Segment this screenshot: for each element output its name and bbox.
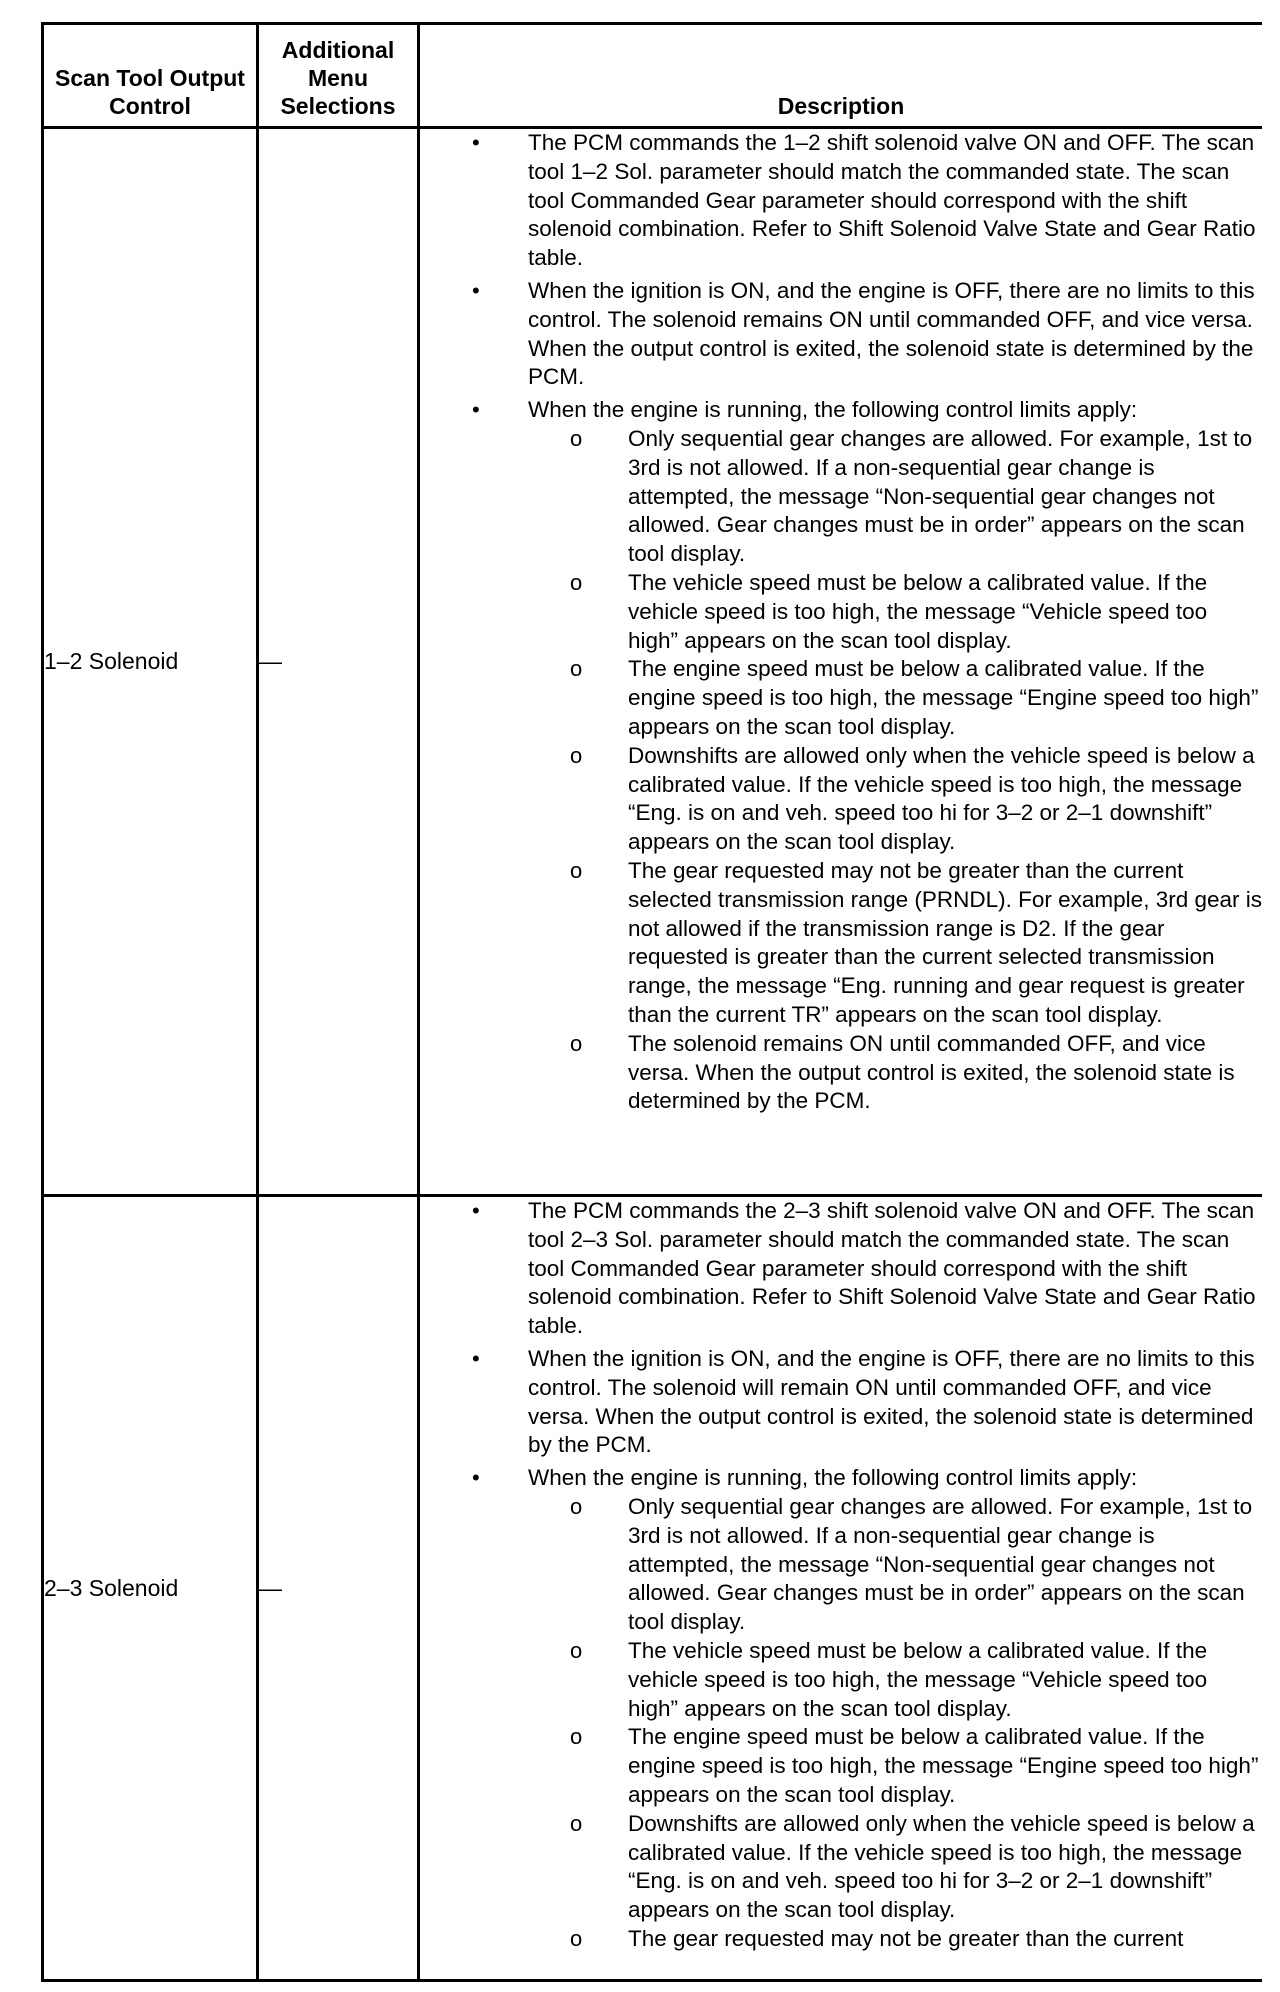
bullet-marker: • [472, 130, 480, 155]
sub-text: Downshifts are allowed only when the vehicle speed is below a calibrated value. If the vehicle speed is too high, the message “Eng. is on and veh. speed too hi for 3–2 or 2–1 downshift” appears on the scan tool display. [628, 742, 1255, 855]
table-row [43, 1196, 1263, 1981]
table-row [43, 128, 1263, 1196]
sub-marker: o [570, 857, 583, 883]
sub-item [420, 1925, 1262, 1954]
sub-text: Only sequential gear changes are allowed. For example, 1st to 3rd is not allowed. If a non-sequential gear change is attempted, the message “Non-sequential gear changes not allowed. Gear changes must be in order” appears on the scan tool display. [628, 1493, 1253, 1635]
sub-item [420, 1493, 1262, 1637]
sub-marker: o [570, 1637, 583, 1663]
table-wrapper [41, 22, 1262, 1983]
sub-text: Only sequential gear changes are allowed. For example, 1st to 3rd is not allowed. If a non-sequential gear change is attempted, the message “Non-sequential gear changes not allowed. Gear changes must be in order” appears on the scan tool display. [628, 425, 1253, 567]
bullet-marker: • [472, 397, 480, 423]
sub-marker: o [570, 569, 583, 595]
menu-selection: — [258, 1196, 419, 1981]
bullet-marker: • [472, 277, 480, 303]
sub-item [420, 1810, 1262, 1925]
sub-text: The engine speed must be below a calibrated value. If the engine speed is too high, the message “Engine speed too high” appears on the scan tool display. [628, 1724, 1259, 1807]
bullet-text: When the engine is running, the following control limits apply: [528, 1465, 1138, 1491]
sub-text: The gear requested may not be greater than the current selected transmission range (PRNDL). For example, 3rd gear is not allowed if the transmission range is D2. If the gear requested is greater than the current selected transmission range, the message “Eng. running and gear request is greater than the current TR” appears on the scan tool display. [628, 857, 1262, 1027]
sub-text: The vehicle speed must be below a calibrated value. If the vehicle speed is too high, the message “Vehicle speed too high” appears on the scan tool display. [628, 569, 1208, 653]
table-header-row [43, 24, 1263, 128]
sub-text: The vehicle speed must be below a calibrated value. If the vehicle speed is too high, the message “Vehicle speed too high” appears on the scan tool display. [628, 1637, 1208, 1721]
menu-selection: — [258, 128, 419, 1196]
bullet-list [420, 1197, 1262, 1954]
bullet-item [420, 129, 1262, 273]
bullet-marker: • [472, 1198, 480, 1223]
header-description: Description [419, 24, 1263, 128]
bullet-item [420, 1464, 1262, 1954]
bullet-item [420, 1197, 1262, 1341]
sub-marker: o [570, 1724, 583, 1750]
bullet-item [420, 277, 1262, 392]
header-additional-menu-selections: Additional Menu Selections [258, 24, 419, 128]
sub-item [420, 742, 1262, 857]
sub-item [420, 1637, 1262, 1723]
sub-item [420, 1030, 1262, 1116]
bullet-item [420, 396, 1262, 1116]
bullet-marker: • [472, 1465, 480, 1491]
description-cell [419, 1196, 1263, 1981]
sub-marker: o [570, 1810, 583, 1836]
sub-text: The solenoid remains ON until commanded OFF, and vice versa. When the output control is exited, the solenoid state is determined by the PCM. [628, 1030, 1235, 1114]
sub-text: The engine speed must be below a calibrated value. If the engine speed is too high, the message “Engine speed too high” appears on the scan tool display. [628, 656, 1259, 739]
description-cell [419, 128, 1263, 1196]
header-scan-tool-output-control: Scan Tool Output Control [43, 24, 258, 128]
sub-marker: o [570, 742, 583, 768]
sub-marker: o [570, 1493, 583, 1519]
sub-marker: o [570, 425, 583, 451]
sub-item [420, 569, 1262, 655]
bullet-list [420, 129, 1262, 1116]
bullet-text: When the ignition is ON, and the engine is OFF, there are no limits to this control. The solenoid remains ON until commanded OFF, and vice versa. When the output control is exited, the solenoid state is determined by the PCM. [528, 277, 1255, 390]
sub-marker: o [570, 1030, 583, 1056]
sub-marker: o [570, 1925, 583, 1951]
bullet-marker: • [472, 1345, 480, 1371]
sub-list [528, 1493, 1262, 1954]
sub-text: Downshifts are allowed only when the vehicle speed is below a calibrated value. If the vehicle speed is too high, the message “Eng. is on and veh. speed too hi for 3–2 or 2–1 downshift” appears on the scan tool display. [628, 1810, 1255, 1923]
bullet-item [420, 1345, 1262, 1460]
bullet-text: When the engine is running, the following control limits apply: [528, 397, 1138, 423]
bullet-text: The PCM commands the 1–2 shift solenoid valve ON and OFF. The scan tool 1–2 Sol. parameter should match the commanded state. The scan tool Commanded Gear parameter should correspond with the shift solenoid combination. Refer to Shift Solenoid Valve State and Gear Ratio table. [528, 130, 1256, 271]
sub-item [420, 1723, 1262, 1809]
bullet-text: When the ignition is ON, and the engine is OFF, there are no limits to this control. The solenoid will remain ON until commanded OFF, and vice versa. When the output control is exited, the solenoid state is determined by the PCM. [528, 1345, 1255, 1458]
output-control-name: 2–3 Solenoid [43, 1196, 258, 1981]
sub-list [528, 425, 1262, 1116]
output-control-name: 1–2 Solenoid [43, 128, 258, 1196]
bullet-text: The PCM commands the 2–3 shift solenoid valve ON and OFF. The scan tool 2–3 Sol. parameter should match the commanded state. The scan tool Commanded Gear parameter should correspond with the shift solenoid combination. Refer to Shift Solenoid Valve State and Gear Ratio table. [528, 1198, 1256, 1339]
output-control-table [41, 22, 1262, 1982]
sub-item [420, 857, 1262, 1030]
sub-item [420, 425, 1262, 569]
sub-text: The gear requested may not be greater than the current [628, 1925, 1184, 1951]
sub-marker: o [570, 656, 583, 682]
sub-item [420, 655, 1262, 741]
